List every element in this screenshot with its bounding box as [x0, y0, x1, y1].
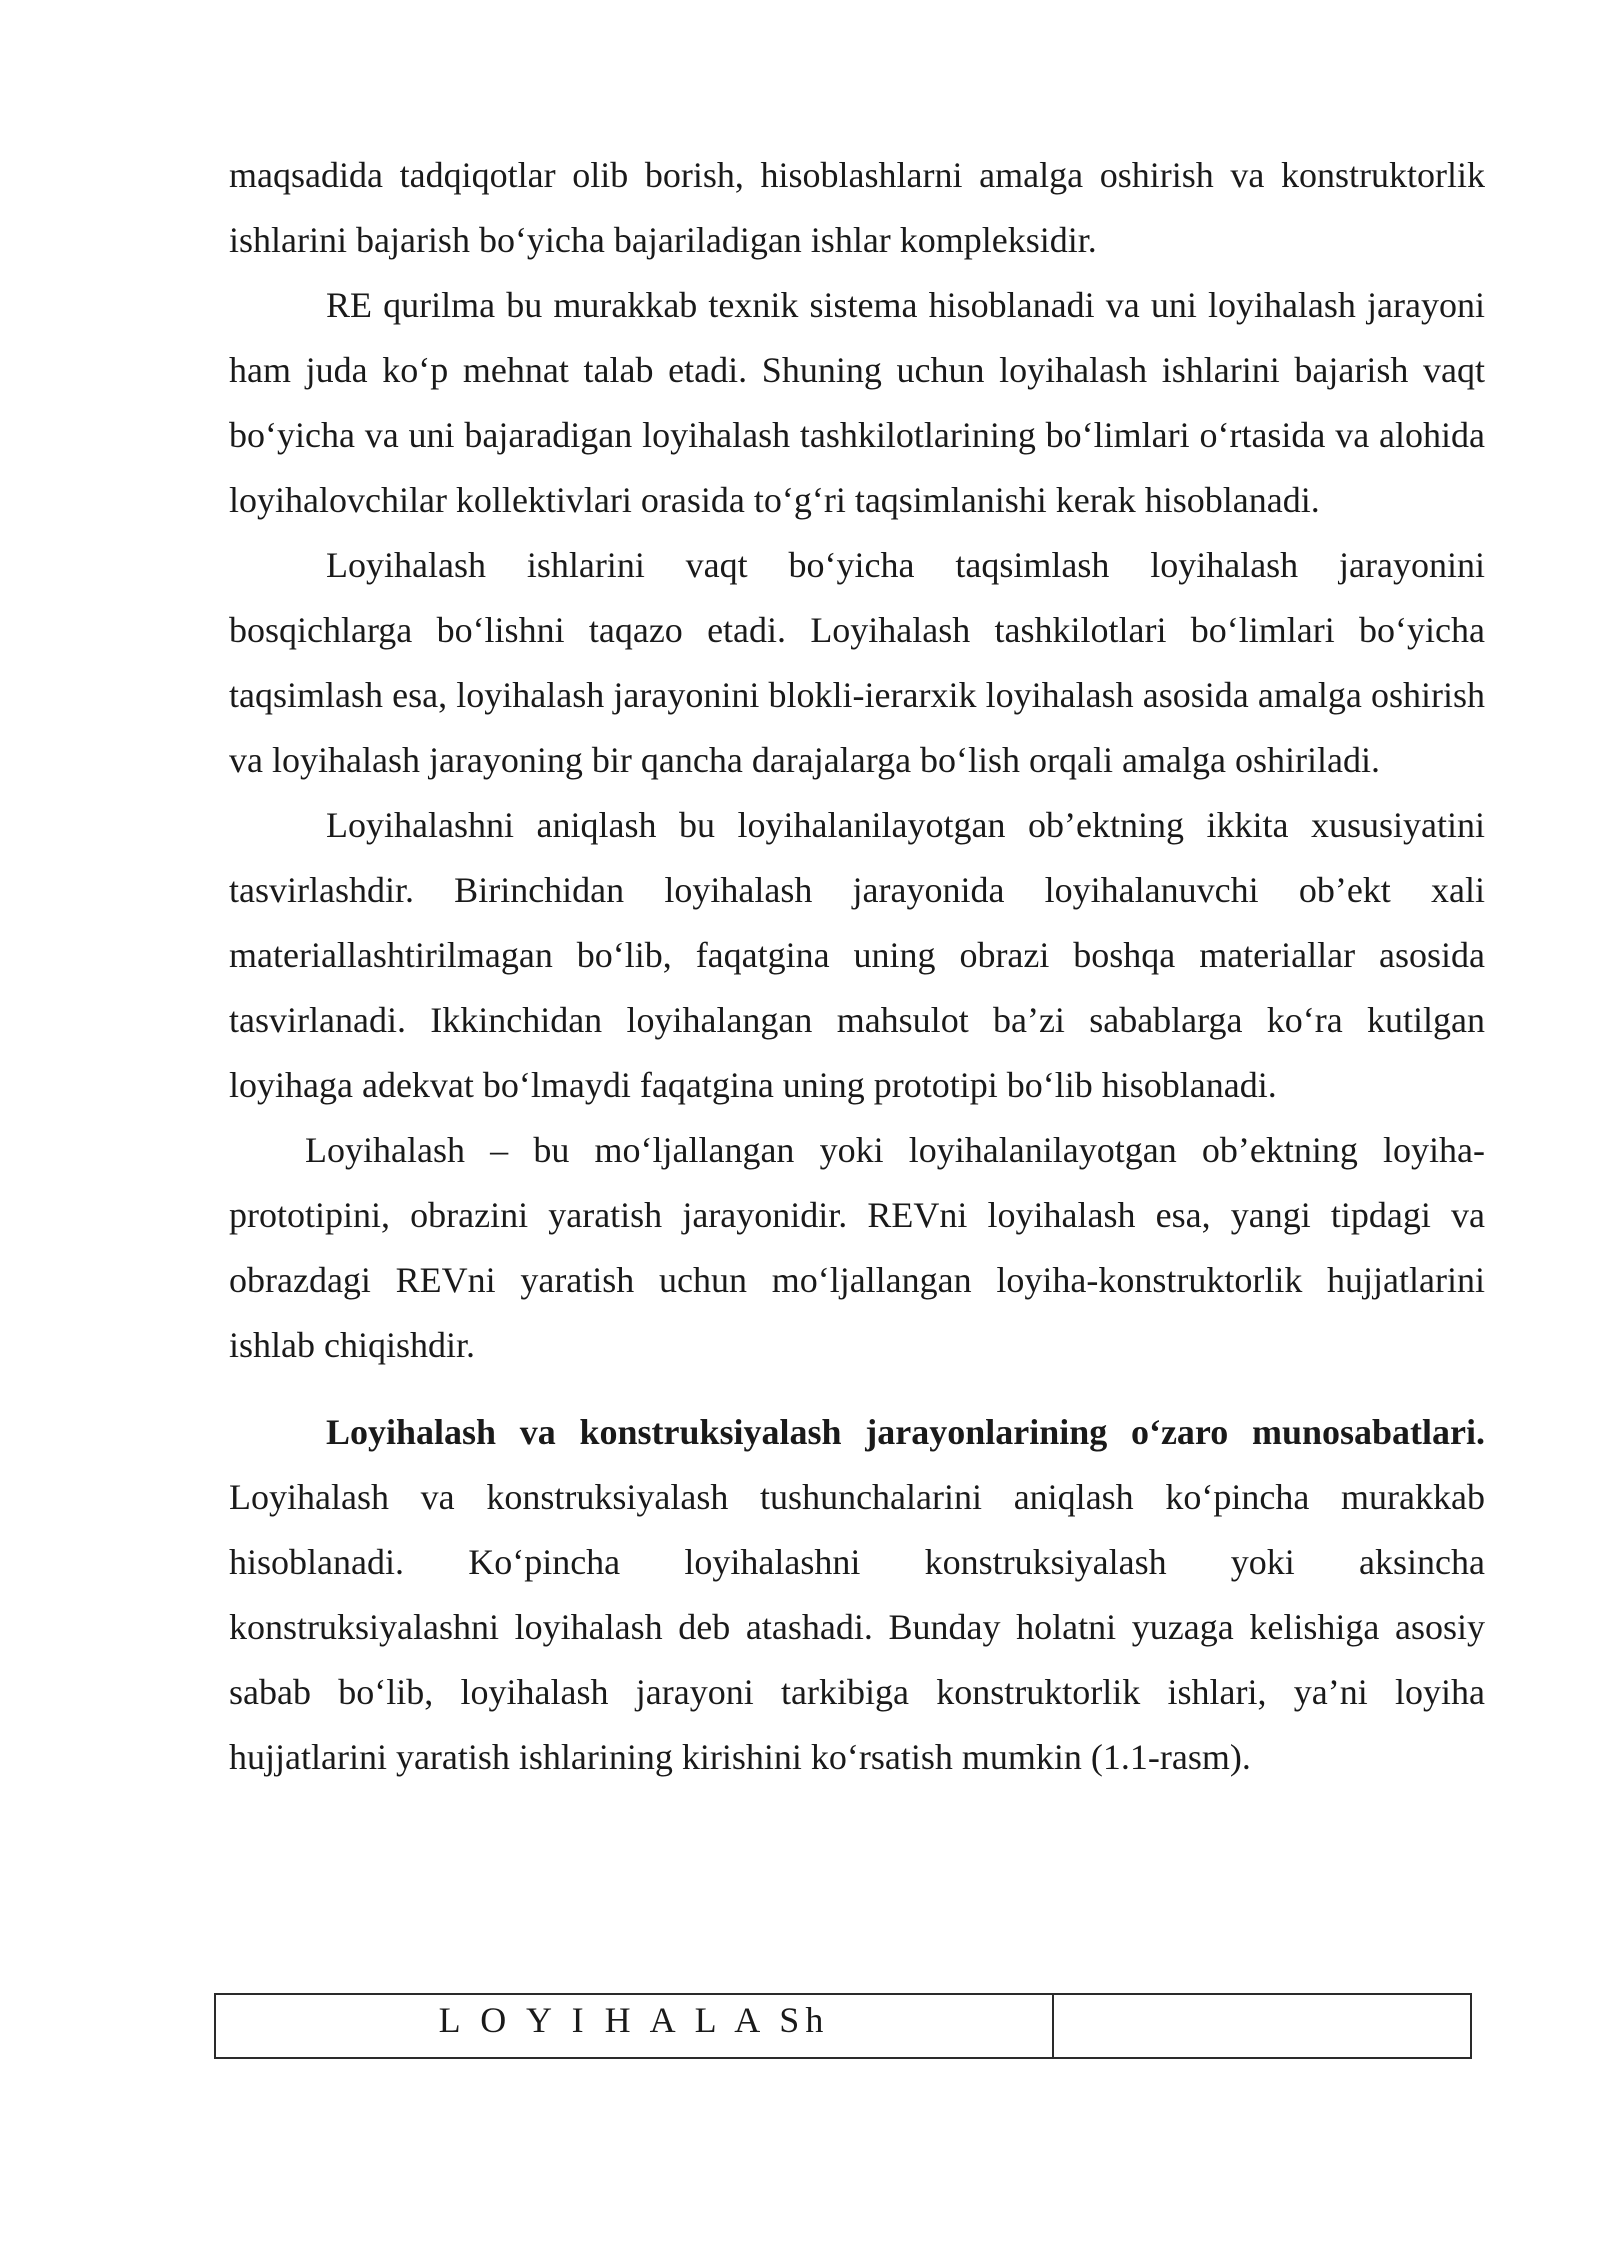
paragraph-5: Loyihalash – bu mo‘ljallangan yoki loyihalanilayotgan ob’ektning loyiha-prototipini, obrazini yaratish jarayonidir. REVni loyihalash esa, yangi tipdagi va obrazdagi REVni yaratish uchun mo‘ljallangan loyiha-konstruktorlik hujjatlarini ishlab chiqishdir. — [229, 1130, 1485, 1365]
section-heading: Loyihalash va konstruksiyalash jarayonlarining o‘zaro munosabatlari. — [326, 1412, 1485, 1452]
body-text — [229, 143, 1485, 1790]
paragraph-4: Loyihalashni aniqlash bu loyihalanilayotgan ob’ektning ikkita xususiyatini tasvirlashdir. Birinchidan loyihalash jarayonida loyihalanuvchi ob’ekt xali materiallashtirilmagan bo‘lib, faqatgina uning obrazi boshqa materiallar asosida tasvirlanadi. Ikkinchidan loyihalangan mahsulot ba’zi sabablarga ko‘ra kutilgan loyihaga adekvat bo‘lmaydi faqatgina uning prototipi bo‘lib hisoblanadi. — [229, 805, 1485, 1105]
paragraph-3: Loyihalash ishlarini vaqt bo‘yicha taqsimlash loyihalash jarayonini bosqichlarga bo‘lishni taqazo etadi. Loyihalash tashkilotlari bo‘limlari bo‘yicha taqsimlash esa, loyihalash jarayonini blokli-ierarxik loyihalash asosida amalga oshirish va loyihalash jarayoning bir qancha darajalarga bo‘lish orqali amalga oshiriladi. — [229, 545, 1485, 780]
diagram-label: L O Y I H A L A Sh — [438, 2000, 830, 2040]
section-paragraph — [229, 1400, 1485, 1790]
paragraph-1: maqsadida tadqiqotlar olib borish, hisoblashlarni amalga oshirish va konstruktorlik ishlarini bajarish bo‘yicha bajariladigan ishlar kompleksidir. — [229, 155, 1485, 260]
diagram-divider — [1052, 1995, 1054, 2057]
paragraph-2: RE qurilma bu murakkab texnik sistema hisoblanadi va uni loyihalash jarayoni ham juda ko‘p mehnat talab etadi. Shuning uchun loyihalash ishlarini bajarish vaqt bo‘yicha va uni bajaradigan loyihalash tashkilotlarining bo‘limlari o‘rtasida va alohida loyihalovchilar kollektivlari orasida to‘g‘ri taqsimlanishi kerak hisoblanadi. — [229, 285, 1485, 520]
section-body: Loyihalash va konstruksiyalash tushunchalarini aniqlash ko‘pincha murakkab hisoblanadi. Ko‘pincha loyihalashni konstruksiyalash yoki aksincha konstruksiyalashni loyihalash deb atashadi. Bunday holatni yuzaga kelishiga asosiy sabab bo‘lib, loyihalash jarayoni tarkibiga konstruktorlik ishlari, ya’ni loyiha hujjatlarini yaratish ishlarining kirishini ko‘rsatish mumkin (1.1-rasm). — [229, 1477, 1485, 1777]
diagram-header-box — [214, 1993, 1472, 2059]
